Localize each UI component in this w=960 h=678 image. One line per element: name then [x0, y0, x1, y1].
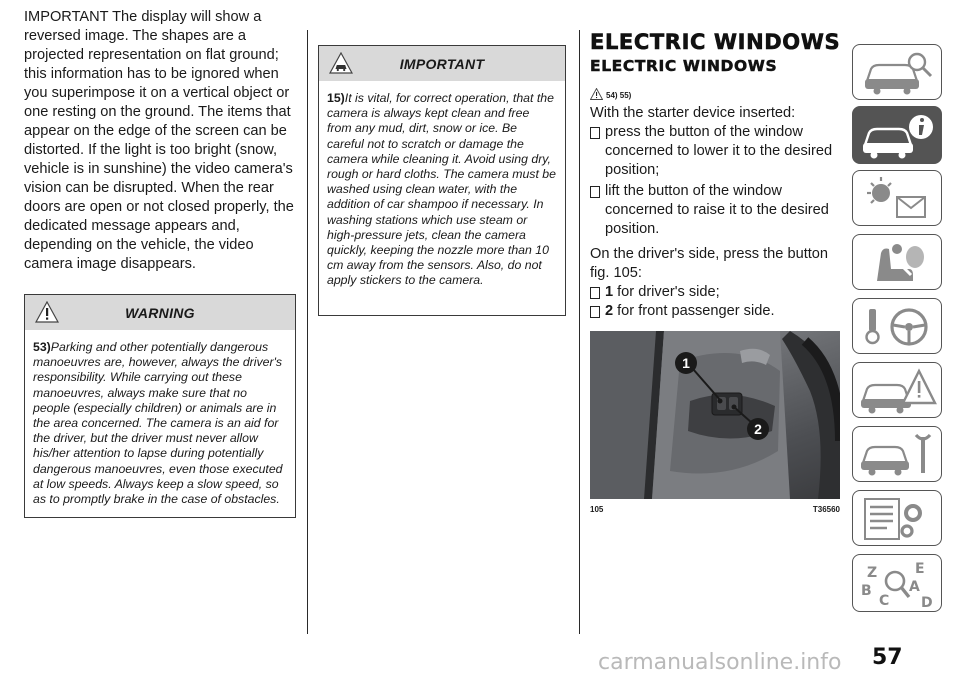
column-right	[590, 30, 842, 514]
button-number: 2	[605, 303, 614, 319]
important-body	[319, 81, 565, 315]
button-number: 1	[605, 284, 614, 300]
button-label: for driver's side;	[617, 284, 720, 300]
step-text: press the button of the window concerned to lower it to the desired position;	[605, 124, 833, 178]
figure-code: T36560	[812, 505, 840, 514]
tab-starting-driving[interactable]	[852, 298, 942, 354]
warning-box	[24, 294, 296, 518]
tab-servicing[interactable]	[852, 426, 942, 482]
checkbox-bullet-icon	[590, 127, 600, 139]
reference-numbers: 54) 55)	[606, 91, 632, 100]
drivers-side-text: On the driver's side, press the button fig. 105:	[590, 246, 829, 281]
button-label: for front passenger side.	[617, 303, 775, 319]
airbag-seat-icon	[853, 235, 943, 291]
specs-gear-icon	[853, 491, 943, 547]
svg-text:B: B	[861, 583, 872, 599]
important-title: IMPORTANT	[399, 55, 485, 72]
tab-getting-to-know-car[interactable]	[852, 106, 942, 164]
important-ref: 15)	[327, 91, 345, 105]
important-box-header	[319, 46, 565, 81]
alphabetical-index-icon	[853, 555, 943, 613]
key-steering-wheel-icon	[853, 299, 943, 355]
callout-1: 1	[682, 355, 690, 371]
tab-emergency[interactable]	[852, 362, 942, 418]
svg-text:A: A	[909, 579, 920, 595]
tab-knowing-vehicle[interactable]	[852, 44, 942, 100]
list-item	[590, 283, 842, 302]
car-search-icon	[853, 45, 943, 101]
warning-text: Parking and other potentially dangerous manoeuvres are, however, always the driver's responsibility. While carrying out these manoeuvres, always make sure that no people (especially children) or animals are in the area concerned. The camera is an aid for the driver, but the driver must never allow his/her attention to lapse during potentially dangerous manoeuvres, even those executed at low speeds. Always keep a slow speed, so as to promptly brake in the case of obstacles.	[33, 340, 283, 507]
list-item	[590, 123, 842, 180]
column-divider	[307, 30, 308, 634]
tab-safety[interactable]	[852, 234, 942, 290]
figure-caption	[590, 505, 840, 514]
warning-triangle-icon	[35, 301, 59, 328]
checkbox-bullet-icon	[590, 186, 600, 198]
important-box	[318, 45, 566, 316]
warning-box-header	[25, 295, 295, 330]
column-left	[24, 8, 296, 518]
important-text: It is vital, for correct operation, that the camera is always kept clean and free from any mud, dirt, snow or ice. Be careful not to scratch or damage the camera while cleaning it. Avoid using dry, rough or hard cloths. The camera must be washed using clean water, with the addition of car shampoo if necessary. In washing stations which use steam or high-pressure jets, clean the camera quickly, keeping the nozzle more than 10 cm away from the sensors. Also, do not apply stickers to the camera.	[327, 91, 556, 288]
car-info-icon	[853, 107, 943, 165]
window-switch-photo	[590, 331, 840, 499]
warning-title: WARNING	[125, 304, 195, 321]
step-text: lift the button of the window concerned to raise it to the desired position.	[605, 183, 829, 237]
warning-body	[25, 330, 295, 517]
column-middle	[318, 45, 566, 316]
section-title: ELECTRIC WINDOWS	[590, 30, 841, 54]
subsection-title: ELECTRIC WINDOWS	[590, 57, 778, 75]
figure-number: 105	[590, 505, 604, 514]
small-warning-icon	[590, 88, 603, 100]
warning-references	[590, 80, 842, 100]
warning-lights-icon	[853, 171, 943, 227]
list-item	[590, 182, 842, 239]
page-number: 57	[872, 645, 903, 670]
tab-warning-lights[interactable]	[852, 170, 942, 226]
intro-text: With the starter device inserted:	[590, 105, 796, 121]
checkbox-bullet-icon	[590, 287, 600, 299]
callout-2: 2	[754, 421, 762, 437]
tab-technical-data[interactable]	[852, 490, 942, 546]
car-caution-icon	[329, 52, 353, 79]
svg-text:D: D	[921, 595, 933, 611]
svg-text:C: C	[879, 593, 890, 609]
car-wrench-icon	[853, 427, 943, 483]
watermark: carmanualsonline.info	[598, 650, 842, 675]
svg-text:Z: Z	[867, 565, 878, 581]
checkbox-bullet-icon	[590, 306, 600, 318]
column-divider	[579, 30, 580, 634]
list-item	[590, 302, 842, 321]
svg-text:E: E	[915, 561, 925, 577]
car-hazard-icon	[853, 363, 943, 419]
tab-index[interactable]	[852, 554, 942, 612]
warning-ref: 53)	[33, 340, 51, 354]
body-paragraph: IMPORTANT The display will show a reversed image. The shapes are a projected representation on flat ground; this information has to be ignored when you superimpose it on a vertical object or one resting on the ground. The items that appear on the edge of the screen can be distorted. If the light is too bright (snow, vehicle is in sunshine) the video camera's vision can be disrupted. When the rear doors are open or not closed properly, the dedicated message appears and, depending on the vehicle, the video camera image disappears.	[24, 9, 294, 272]
